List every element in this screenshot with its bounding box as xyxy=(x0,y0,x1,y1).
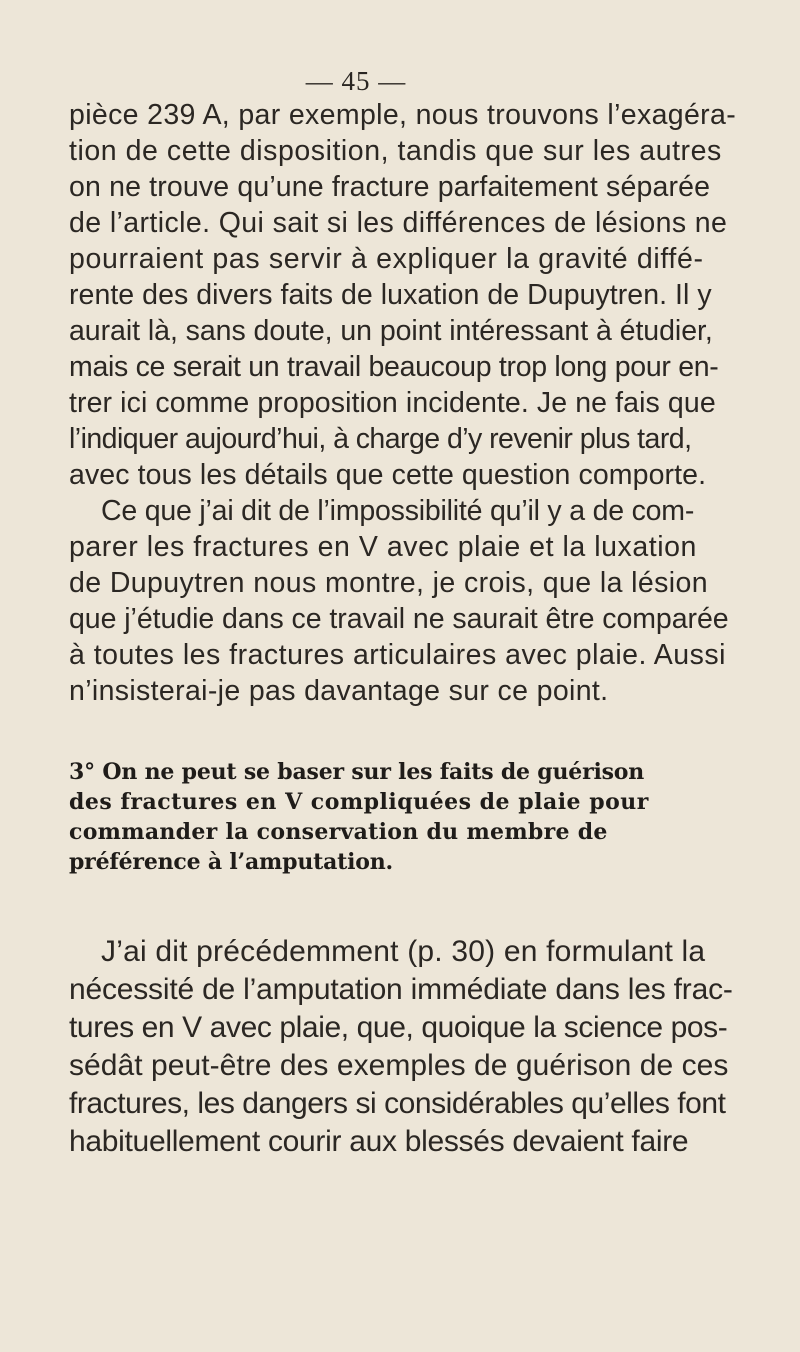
text-line: nécessité de l’amputation immédiate dans les frac- xyxy=(69,973,733,1006)
section-heading-line: préférence à l’amputation. xyxy=(69,849,393,875)
text-line: parer les fractures en V avec plaie et la luxation xyxy=(69,531,697,563)
section-heading-line: commander la conservation du membre de xyxy=(69,819,608,845)
text-line: l’indiquer aujourd’hui, à charge d’y revenir plus tard, xyxy=(69,423,692,455)
text-line: tures en V avec plaie, que, quoique la science pos- xyxy=(69,1011,728,1044)
text-line: Ce que j’ai dit de l’impossibilité qu’il y a de com- xyxy=(101,495,695,527)
text-line: mais ce serait un travail beaucoup trop long pour en- xyxy=(69,351,719,383)
text-line: avec tous les détails que cette question comporte. xyxy=(69,459,707,491)
text-line: de Dupuytren nous montre, je crois, que la lésion xyxy=(69,567,709,599)
text-line: habituellement courir aux blessés devaient faire xyxy=(69,1125,689,1158)
text-line: fractures, les dangers si considérables qu’elles font xyxy=(69,1087,726,1120)
text-line: pourraient pas servir à expliquer la gravité diffé- xyxy=(69,243,704,275)
text-line: on ne trouve qu’une fracture parfaitement séparée xyxy=(69,171,711,203)
text-line: rente des divers faits de luxation de Dupuytren. Il y xyxy=(69,279,712,311)
text-line: à toutes les fractures articulaires avec plaie. Aussi xyxy=(69,639,726,671)
text-line: aurait là, sans doute, un point intéressant à étudier, xyxy=(69,315,713,347)
section-heading-line: 3° On ne peut se baser sur les faits de guérison xyxy=(69,759,645,785)
text-line: tion de cette disposition, tandis que sur les autres xyxy=(69,135,722,167)
text-line: sédât peut-être des exemples de guérison de ces xyxy=(69,1049,729,1082)
text-line: n’insisterai-je pas davantage sur ce point. xyxy=(69,675,609,707)
text-line: de l’article. Qui sait si les différences de lésions ne xyxy=(69,207,728,239)
text-line: que j’étudie dans ce travail ne saurait être comparée xyxy=(69,603,729,635)
text-line: pièce 239 A, par exemple, nous trouvons l’exagéra- xyxy=(69,99,737,131)
text-line: trer ici comme proposition incidente. Je ne fais que xyxy=(69,387,716,419)
section-heading-line: des fractures en V compliquées de plaie pour xyxy=(69,789,649,815)
page-number: — 45 — xyxy=(305,66,407,96)
text-line: J’ai dit précédemment (p. 30) en formulant la xyxy=(101,935,706,968)
